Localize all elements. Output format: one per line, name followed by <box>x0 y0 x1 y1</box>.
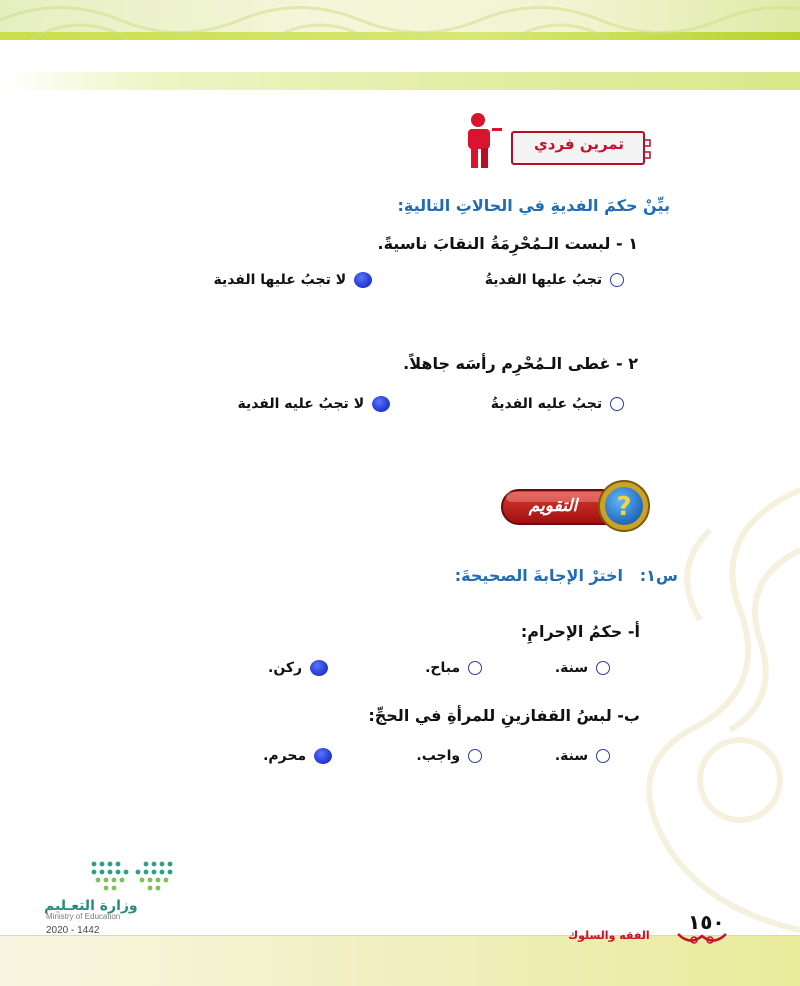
person-icon <box>468 113 502 168</box>
option-part-b-1[interactable] <box>555 748 610 764</box>
option-part-a-1[interactable] <box>555 660 610 676</box>
option-label: واجب. <box>416 748 461 764</box>
option-label: لا تجبُ عليها الفدية <box>213 272 347 288</box>
radio-button-selected[interactable] <box>372 396 390 412</box>
question-mark-icon <box>599 481 649 531</box>
part-text: لبسُ القفازينِ للمرأةِ في الحجِّ: <box>368 706 612 725</box>
part-letter: أ- <box>627 622 640 641</box>
ministry-logo-icon <box>88 858 176 892</box>
part-letter: ب- <box>617 706 640 725</box>
ministry-name-ar: وزارة التعـليم <box>44 898 138 914</box>
question-label: س١: <box>639 566 678 585</box>
ornament-watermark <box>590 470 800 940</box>
exercise-item-2: ٢ - غطى الـمُحْرِم رأسَه جاهلاً. <box>403 354 638 373</box>
question-text: اخترْ الإجابةَ الصحيحةَ: <box>454 566 624 585</box>
ministry-name-en: Ministry of Education <box>46 912 121 921</box>
exercise-item-1: ١ - لبست الـمُحْرِمَةُ النقابَ ناسيةً. <box>377 234 638 253</box>
option-part-a-2[interactable] <box>425 660 482 676</box>
svg-text:?: ? <box>616 492 632 522</box>
option-label: ركن. <box>268 660 303 676</box>
item-text: غطى الـمُحْرِم رأسَه جاهلاً. <box>403 354 611 373</box>
option-item-2-b[interactable] <box>237 396 390 412</box>
radio-button[interactable] <box>468 661 482 675</box>
option-label: تجبُ عليه الفديةُ <box>490 396 603 412</box>
radio-button[interactable] <box>610 397 624 411</box>
radio-button[interactable] <box>468 749 482 763</box>
subject-label: الفقه والسلوك <box>568 929 650 942</box>
exercise-instruction: بيِّنْ حكمَ الفديةِ في الحالاتِ التاليةِ: <box>397 196 670 215</box>
option-item-1-b[interactable] <box>213 272 372 288</box>
option-label: مباح. <box>425 660 461 676</box>
header-ornament <box>0 0 800 40</box>
part-text: حكمُ الإحرامِ: <box>520 622 623 641</box>
item-number: ٢ <box>628 354 638 373</box>
radio-button[interactable] <box>596 749 610 763</box>
evaluation-question <box>455 566 678 585</box>
option-label: محرم. <box>263 748 307 764</box>
page-number: ١٥٠ <box>688 910 725 934</box>
evaluation-part-a <box>521 622 640 641</box>
option-label: تجبُ عليها الفديةُ <box>484 272 603 288</box>
header-stripe <box>0 72 800 90</box>
evaluation-part-b <box>368 706 640 725</box>
edition-year: 2020 - 1442 <box>46 925 100 936</box>
item-text: لبست الـمُحْرِمَةُ النقابَ ناسيةً. <box>377 234 611 253</box>
option-label: لا تجبُ عليه الفدية <box>237 396 365 412</box>
option-item-2-a[interactable] <box>491 396 624 412</box>
item-number: ١ <box>628 234 638 253</box>
footer-ornament-icon <box>676 928 728 948</box>
radio-button-selected[interactable] <box>354 272 372 288</box>
radio-button-selected[interactable] <box>314 748 332 764</box>
option-label: سنة. <box>554 748 589 764</box>
radio-button-selected[interactable] <box>310 660 328 676</box>
option-part-b-2[interactable] <box>416 748 482 764</box>
option-part-b-3[interactable] <box>263 748 332 764</box>
option-item-1-a[interactable] <box>485 272 624 288</box>
option-label: سنة. <box>554 660 589 676</box>
radio-button[interactable] <box>596 661 610 675</box>
evaluation-title: التقويم <box>528 496 578 516</box>
exercise-title: تمرين فردي <box>534 135 624 153</box>
option-part-a-3[interactable] <box>268 660 328 676</box>
radio-button[interactable] <box>610 273 624 287</box>
